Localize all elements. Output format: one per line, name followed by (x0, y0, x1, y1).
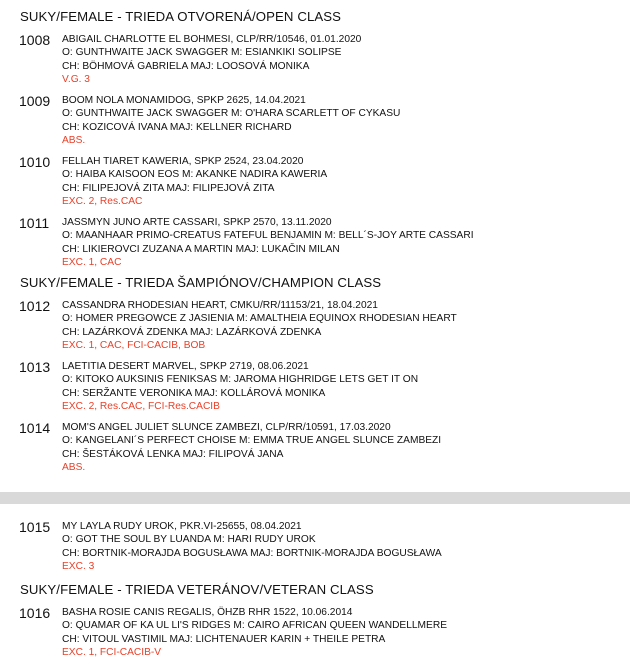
dog-info: MY LAYLA RUDY UROK, PKR.VI-25655, 08.04.2021 (62, 521, 302, 532)
catalog-number: 1015 (19, 519, 51, 535)
parents: O: HOMER PREGOWCE Z JASIENIA M: AMALTHEIA EQUINOX RHODESIAN HEART (62, 313, 457, 325)
entry-1016 (0, 604, 630, 665)
breeder-owner: CH: ŠESTÁKOVÁ LENKA MAJ: FILIPOVÁ JANA (62, 448, 284, 460)
dog-info: JASSMYN JUNO ARTE CASSARI, SPKP 2570, 13.11.2020 (62, 217, 332, 228)
parents: O: GUNTHWAITE JACK SWAGGER M: O'HARA SCARLETT OF CYKASU (62, 108, 401, 120)
catalog-number: 1012 (19, 298, 51, 314)
result: EXC. 2, Res.CAC, FCI-Res.CACIB (62, 400, 220, 412)
result: EXC. 2, Res.CAC (62, 195, 143, 207)
entry-1010 (0, 153, 630, 214)
result: ABS. (62, 461, 86, 473)
catalog-number: 1008 (19, 32, 51, 48)
dog-info: BOOM NOLA MONAMIDOG, SPKP 2625, 14.04.2021 (62, 95, 306, 106)
result: EXC. 1, CAC, FCI-CACIB, BOB (62, 339, 206, 351)
parents: O: GUNTHWAITE JACK SWAGGER M: ESIANKIKI SOLIPSE (62, 47, 342, 59)
parents: O: KITOKO AUKSINIS FENIKSAS M: JAROMA HIGHRIDGE LETS GET IT ON (62, 374, 419, 386)
parents: O: MAANHAAR PRIMO-CREATUS FATEFUL BENJAMIN M: BELL´S-JOY ARTE CASSARI (62, 230, 474, 242)
breeder-owner: CH: SERŽANTE VERONIKA MAJ: KOLLÁROVÁ MONIKA (62, 387, 326, 399)
class-header-open: SUKY/FEMALE - TRIEDA OTVORENÁ/OPEN CLASS (20, 9, 342, 24)
dog-info: ABIGAIL CHARLOTTE EL BOHMESI, CLP/RR/10546, 01.01.2020 (62, 34, 362, 45)
parents: O: QUAMAR OF KA UL LI'S RIDGES M: CAIRO AFRICAN QUEEN WANDELLMERE (62, 620, 447, 632)
entry-1009 (0, 92, 630, 153)
catalog-number: 1009 (19, 93, 51, 109)
entry-1013 (0, 358, 630, 419)
page-separator (0, 492, 630, 504)
entry-1011 (0, 214, 630, 275)
breeder-owner: CH: FILIPEJOVÁ ZITA MAJ: FILIPEJOVÁ ZITA (62, 182, 275, 194)
breeder-owner: CH: BORTNIK-MORAJDA BOGUSŁAWA MAJ: BORTNIK-MORAJDA BOGUSŁAWA (62, 547, 442, 559)
dog-info: CASSANDRA RHODESIAN HEART, CMKU/RR/11153/21, 18.04.2021 (62, 300, 378, 311)
entry-1014 (0, 419, 630, 480)
breeder-owner: CH: KOZICOVÁ IVANA MAJ: KELLNER RICHARD (62, 121, 292, 133)
dog-info: FELLAH TIARET KAWERIA, SPKP 2524, 23.04.2020 (62, 156, 304, 167)
parents: O: HAIBA KAISOON EOS M: AKANKE NADIRA KAWERIA (62, 169, 328, 181)
breeder-owner: CH: BÖHMOVÁ GABRIELA MAJ: LOOSOVÁ MONIKA (62, 60, 310, 72)
catalog-number: 1010 (19, 154, 51, 170)
class-header-veteran: SUKY/FEMALE - TRIEDA VETERÁNOV/VETERAN CLASS (20, 582, 374, 597)
catalog-number: 1013 (19, 359, 51, 375)
entry-1015 (0, 518, 630, 576)
result: ABS. (62, 134, 86, 146)
catalog-page-2 (0, 518, 630, 665)
result: V.G. 3 (62, 73, 90, 85)
catalog-number: 1011 (19, 215, 50, 231)
result: EXC. 1, FCI-CACIB-V (62, 646, 162, 658)
catalog-number: 1014 (19, 420, 51, 436)
dog-info: BASHA ROSIE CANIS REGALIS, ÖHZB RHR 1522, 10.06.2014 (62, 607, 353, 618)
breeder-owner: CH: VITOUL VASTIMIL MAJ: LICHTENAUER KARIN + THEILE PETRA (62, 633, 386, 645)
parents: O: KANGELANI´S PERFECT CHOISE M: EMMA TRUE ANGEL SLUNCE ZAMBEZI (62, 435, 442, 447)
result: EXC. 1, CAC (62, 256, 122, 268)
result: EXC. 3 (62, 560, 95, 572)
catalog-number: 1016 (19, 605, 51, 621)
class-header-champion: SUKY/FEMALE - TRIEDA ŠAMPIÓNOV/CHAMPION CLASS (20, 275, 382, 290)
dog-info: LAETITIA DESERT MARVEL, SPKP 2719, 08.06.2021 (62, 361, 309, 372)
entry-1008 (0, 31, 630, 92)
dog-info: MOM'S ANGEL JULIET SLUNCE ZAMBEZI, CLP/RR/10591, 17.03.2020 (62, 422, 391, 433)
breeder-owner: CH: LAZÁRKOVÁ ZDENKA MAJ: LAZÁRKOVÁ ZDENKA (62, 326, 322, 338)
parents: O: GOT THE SOUL BY LUANDA M: HARI RUDY UROK (62, 534, 316, 546)
entry-1012 (0, 297, 630, 358)
breeder-owner: CH: LIKIEROVCI ZUZANA A MARTIN MAJ: LUKAČIN MILAN (62, 243, 340, 255)
